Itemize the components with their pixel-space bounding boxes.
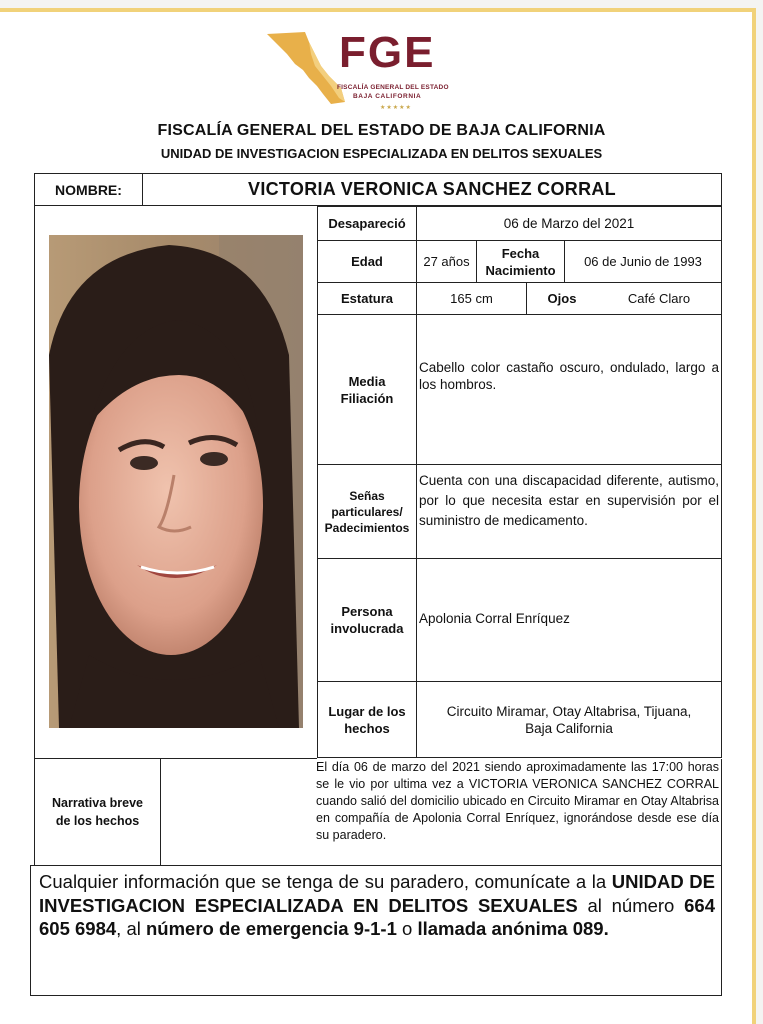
persona-value: Apolonia Corral Enríquez bbox=[419, 610, 570, 626]
logo-stars: ★★★★★ bbox=[380, 105, 412, 111]
info-table bbox=[317, 206, 722, 758]
desaparecio-label: Desapareció bbox=[318, 207, 417, 240]
contact-phone: 664 605 6984 bbox=[39, 894, 716, 939]
contact-emergency: número de emergencia 9-1-1 bbox=[146, 918, 397, 939]
row-desaparecio bbox=[318, 207, 721, 241]
person-photo bbox=[49, 235, 303, 728]
desaparecio-value: 06 de Marzo del 2021 bbox=[503, 216, 635, 231]
filiacion-label bbox=[318, 315, 417, 464]
logo-state: BAJA CALIFORNIA bbox=[353, 93, 422, 100]
contact-unit: UNIDAD DE INVESTIGACION ESPECIALIZADA EN DELITOS SEXUALES bbox=[39, 871, 716, 916]
fecha-nacimiento-label bbox=[477, 241, 565, 282]
person-name: VICTORIA VERONICA SANCHEZ CORRAL bbox=[248, 179, 616, 199]
narrative-label-line1: Narrativa breve bbox=[51, 796, 144, 810]
senas-value: Cuenta con una discapacidad diferente, autismo, por lo que necesita estar en supervisión por el suministro de medicamento. bbox=[419, 473, 719, 528]
narrative-row bbox=[34, 759, 722, 865]
lugar-label bbox=[318, 682, 417, 757]
contact-text-1: Cualquier información que se tenga de su paradero, comunícate a la bbox=[39, 871, 612, 892]
filiacion-value: Cabello color castaño oscuro, ondulado, largo a los hombros. bbox=[419, 360, 719, 392]
estatura-label: Estatura bbox=[318, 283, 417, 314]
lugar-value bbox=[417, 682, 721, 757]
estatura-value: 165 cm bbox=[417, 283, 527, 314]
narrative-text: El día 06 de marzo del 2021 siendo aproximadamente las 17:00 horas se le vio por ultima vez a VICTORIA VERONICA SANCHEZ CORRAL cuando salió del domicilio ubicado en Circuito Miramar en Otay Altabrisa en compañía de Apolonia Corral Enríquez, ignorándose desde ese día su paradero. bbox=[316, 760, 719, 842]
row-filiacion bbox=[318, 315, 721, 465]
senas-label-line2: particulares/ bbox=[331, 504, 403, 519]
lugar-label-line2: hechos bbox=[344, 720, 390, 736]
fecha-label-line1: Fecha bbox=[501, 245, 540, 261]
persona-label-line2: involucrada bbox=[330, 621, 404, 636]
edad-label: Edad bbox=[318, 241, 417, 282]
page-title: FISCALÍA GENERAL DEL ESTADO DE BAJA CALIFORNIA bbox=[157, 122, 606, 139]
row-persona bbox=[318, 559, 721, 682]
persona-label-line1: Persona bbox=[341, 604, 393, 619]
row-edad bbox=[318, 241, 721, 283]
narrative-label-line2: de los hechos bbox=[55, 814, 140, 828]
row-senas bbox=[318, 465, 721, 559]
page-subtitle: UNIDAD DE INVESTIGACION ESPECIALIZADA EN DELITOS SEXUALES bbox=[160, 146, 603, 161]
filiacion-label-line1: Media bbox=[348, 373, 386, 389]
name-label: NOMBRE: bbox=[35, 174, 143, 205]
lugar-line2: Baja California bbox=[525, 720, 613, 736]
name-row bbox=[34, 173, 722, 206]
contact-notice bbox=[30, 865, 722, 996]
contact-text-4: o bbox=[396, 918, 418, 939]
persona-label bbox=[318, 559, 417, 681]
ojos-value: Café Claro bbox=[627, 291, 691, 306]
baja-california-map-icon bbox=[265, 24, 347, 106]
row-estatura bbox=[318, 283, 721, 315]
logo-letters: FGE bbox=[339, 28, 436, 77]
contact-text-3: , al bbox=[116, 918, 146, 939]
senas-label-line1: Señas bbox=[349, 488, 385, 503]
ojos-label: Ojos bbox=[547, 291, 577, 306]
contact-text-2: al número bbox=[577, 894, 685, 916]
fecha-nacimiento-value: 06 de Junio de 1993 bbox=[584, 254, 702, 269]
contact-anonymous: llamada anónima 089. bbox=[417, 918, 609, 939]
senas-label bbox=[318, 465, 417, 558]
senas-label-line3: Padecimientos bbox=[324, 520, 410, 535]
fecha-label-line2: Nacimiento bbox=[485, 262, 556, 278]
filiacion-label-line2: Filiación bbox=[340, 390, 394, 406]
lugar-label-line1: Lugar de los bbox=[328, 703, 406, 719]
narrative-label bbox=[35, 759, 161, 865]
edad-value: 27 años bbox=[417, 241, 477, 282]
lugar-line1: Circuito Miramar, Otay Altabrisa, Tijuana, bbox=[446, 703, 692, 719]
row-lugar bbox=[318, 682, 721, 757]
fge-logo bbox=[265, 24, 475, 114]
logo-subtitle: FISCALÍA GENERAL DEL ESTADO bbox=[337, 84, 449, 91]
